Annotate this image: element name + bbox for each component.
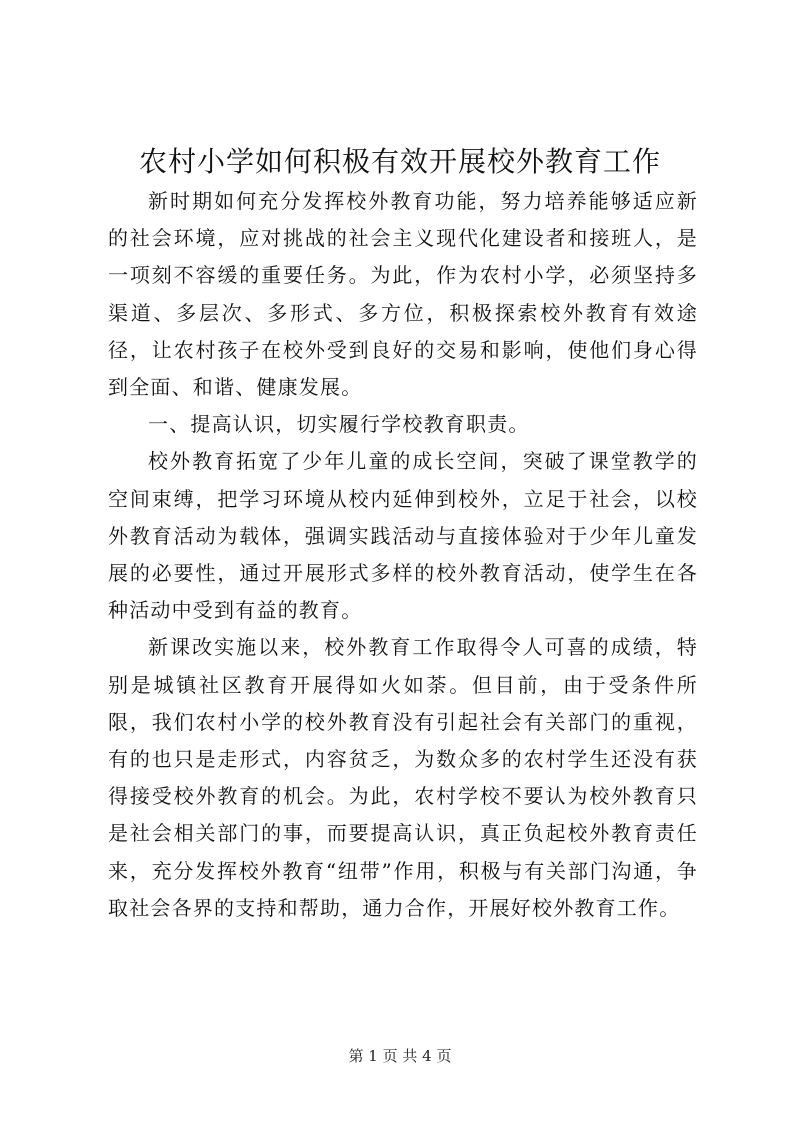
paragraph-section-1-b: 新课改实施以来，校外教育工作取得令人可喜的成绩，特别是城镇社区教育开展得如火如荼。但目前，由于受条件所限，我们农村小学的校外教育没有引起社会有关部门的重视，有的也只是走形式，内容贫乏，为数众多的农村学生还没有获得接受校外教育的机会。为此，农村学校不要认为校外教育只是社会相关部门的事，而要提高认识，真正负起校外教育责任来，充分发挥校外教育“纽带”作用，积极与有关部门沟通，争取社会各界的支持和帮助，通力合作，开展好校外教育工作。: [108, 635, 698, 920]
document-title: 农村小学如何积极有效开展校外教育工作: [138, 145, 661, 178]
document-body: [108, 183, 698, 927]
paragraph-section-1-a: 校外教育拓宽了少年儿童的成长空间，突破了课堂教学的空间束缚，把学习环境从校内延伸到校外，立足于社会，以校外教育活动为载体，强调实践活动与直接体验对于少年儿童发展的必要性，通过开展形式多样的校外教育活动，使学生在各种活动中受到有益的教育。: [108, 449, 698, 623]
page-number-footer: 第 1 页 共 4 页: [348, 1047, 452, 1065]
paragraph-intro: 新时期如何充分发挥校外教育功能，努力培养能够适应新的社会环境，应对挑战的社会主义现代化建设者和接班人，是一项刻不容缓的重要任务。为此，作为农村小学，必须坚持多渠道、多层次、多形式、多方位，积极探索校外教育有效途径，让农村孩子在校外受到良好的交易和影响，使他们身心得到全面、和谐、健康发展。: [108, 189, 698, 400]
section-heading-1: 一、提高认识，切实履行学校教育职责。: [148, 412, 530, 437]
